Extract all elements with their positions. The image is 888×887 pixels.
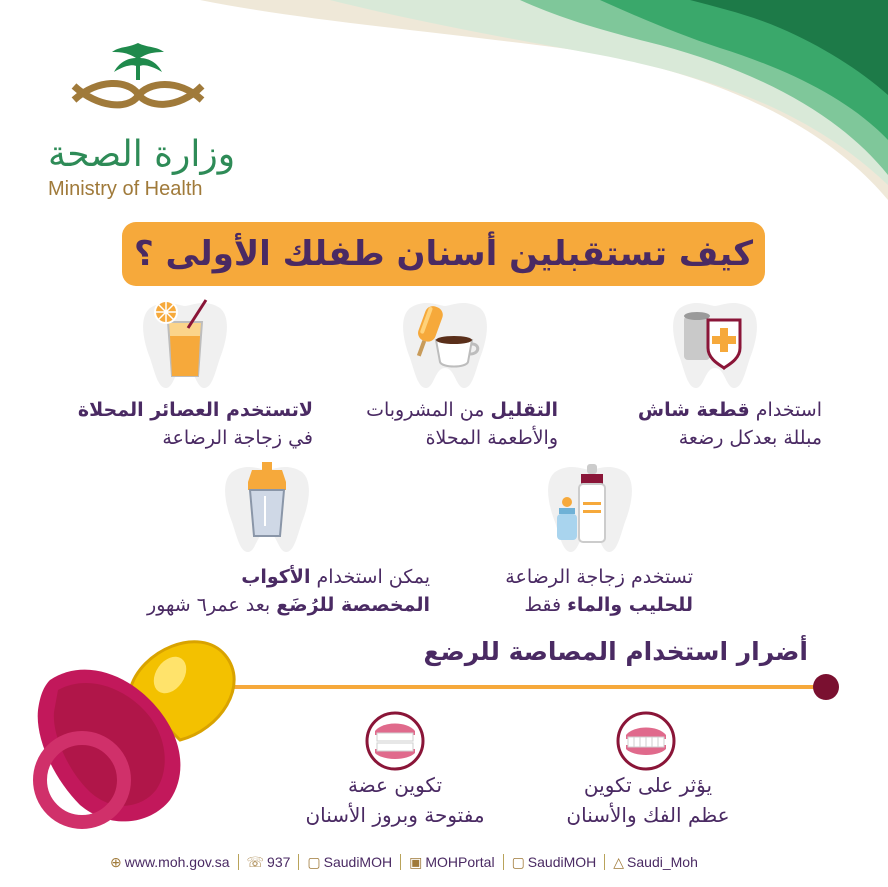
title-banner: [122, 222, 765, 286]
teeth-icon: [616, 711, 676, 771]
tip-no-juice-bold: لاتستخدم العصائر المحلاة: [77, 399, 313, 421]
tip-no-juice: [78, 396, 313, 452]
harms-divider-dot: [813, 674, 839, 700]
footer-website[interactable]: [110, 854, 230, 871]
tip-reduce-line2: والأطعمة المحلاة: [425, 427, 558, 449]
tip-reduce-bold: التقليل: [490, 399, 558, 421]
harms-divider-line: [180, 685, 820, 689]
logo-english-name: Ministry of Health: [48, 178, 203, 200]
page-title: كيف تستقبلين أسنان طفلك الأولى ؟: [133, 234, 754, 274]
footer-website-text: www.moh.gov.sa: [124, 854, 230, 870]
footer-snapchat-text: Saudi_Moh: [627, 854, 698, 870]
logo-arabic-name: وزارة الصحة: [48, 134, 236, 175]
footer-contacts: [110, 850, 810, 874]
footer-twitter-text: SaudiMOH: [323, 854, 393, 870]
pacifier-icon: [20, 630, 260, 840]
harms-title: أضرار استخدام المصاصة للرضع: [423, 637, 808, 666]
harm-jaw-line1: يؤثر على تكوين: [583, 773, 713, 797]
tip-reduce-plain: من المشروبات: [366, 399, 485, 421]
tip-cups: [147, 563, 430, 619]
harm-open-bite: [290, 770, 500, 830]
snapchat-icon: △: [613, 853, 625, 870]
tip-gauze: [638, 396, 822, 452]
tip-gauze-plain: استخدام: [755, 399, 822, 421]
facebook-icon: ▢: [511, 853, 525, 870]
tip-cups-bold2: المخصصة للرُضَع: [276, 594, 430, 616]
tip-no-juice-line2: في زجاجة الرضاعة: [162, 427, 313, 449]
footer-separator: [604, 854, 605, 870]
footer-youtube[interactable]: [409, 854, 494, 871]
globe-icon: ⊕: [110, 853, 122, 870]
moh-logo: [40, 38, 240, 208]
open-bite-icon: [365, 711, 425, 771]
harm-open-bite-line1: تكوين عضة: [347, 773, 443, 797]
tip-cups-plain2: بعد عمر٦ شهور: [147, 594, 271, 616]
tip-cups-bold: الأكواب: [241, 566, 311, 588]
footer-phone-text: 937: [267, 854, 291, 870]
footer-facebook[interactable]: [512, 854, 597, 871]
footer-phone[interactable]: [247, 854, 291, 871]
footer-separator: [400, 854, 401, 870]
footer-separator: [298, 854, 299, 870]
harm-jaw: [548, 770, 748, 830]
footer-snapchat[interactable]: [613, 854, 698, 871]
tip-bottle-bold: للحليب والماء: [567, 594, 693, 616]
footer-youtube-text: MOHPortal: [425, 854, 495, 870]
tip-bottle-line1: تستخدم زجاجة الرضاعة: [505, 566, 693, 588]
tip-gauze-line2: مبللة بعدكل رضعة: [678, 427, 822, 449]
youtube-icon: ▣: [409, 853, 423, 870]
twitter-icon: ▢: [307, 853, 321, 870]
sippy-cup-icon: [222, 462, 312, 554]
footer-separator: [503, 854, 504, 870]
footer-separator: [238, 854, 239, 870]
tip-bottle: [505, 563, 693, 619]
popsicle-cup-icon: [400, 298, 490, 390]
baby-bottle-icon: [545, 462, 635, 554]
tip-reduce-sugar: [366, 396, 558, 452]
gauze-icon: [670, 298, 760, 390]
phone-icon: ☏: [246, 853, 265, 870]
palm-swords-emblem-icon: [68, 38, 208, 118]
tip-gauze-bold: قطعة شاش: [637, 399, 750, 421]
tip-cups-plain: يمكن استخدام: [316, 566, 430, 588]
harm-jaw-line2: عظم الفك والأسنان: [566, 803, 730, 827]
tip-bottle-plain: فقط: [524, 594, 562, 616]
harm-open-bite-line2: مفتوحة وبروز الأسنان: [305, 803, 485, 827]
footer-facebook-text: SaudiMOH: [527, 854, 597, 870]
juice-glass-icon: [140, 298, 230, 390]
footer-twitter[interactable]: [307, 854, 392, 871]
